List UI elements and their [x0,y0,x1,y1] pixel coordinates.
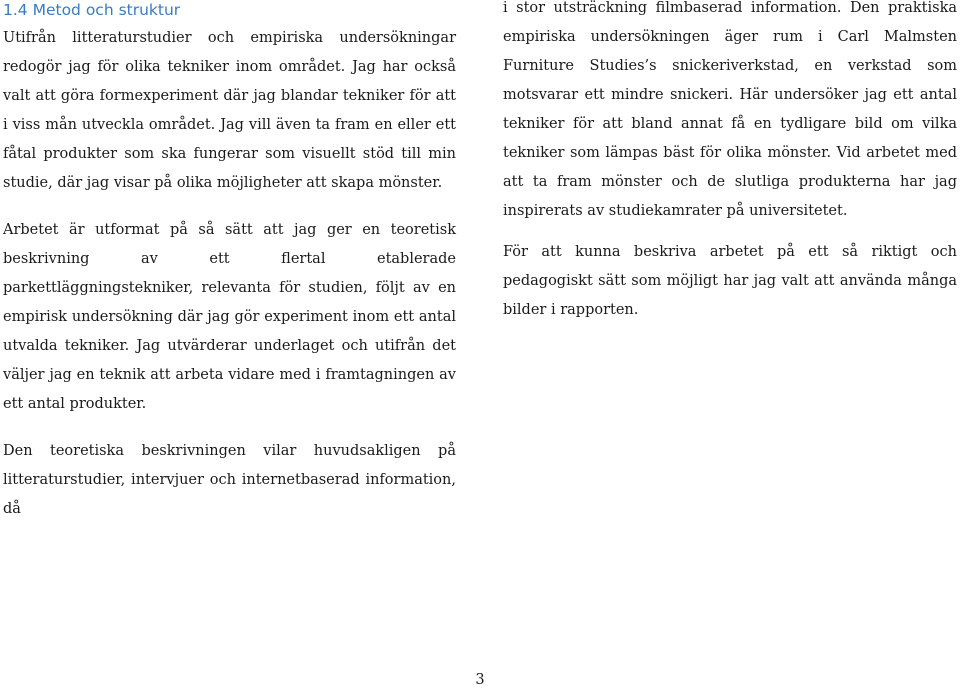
page-number: 3 [475,672,485,688]
paragraph-empirical-study: i stor utsträckning filmbaserad information. Den praktiska empiriska undersökningen äger rum i Carl Malmsten Furniture Studies’s snickeriverkstad, en verkstad som motsvarar ett mindre snickeri. Här undersöker jag ett antal tekniker för att bland annat få en tydligare bild om vilka tekniker som lämpas bäst för olika mönster. Vid arbetet med att ta fram mönster och de slutliga produkterna har jag inspirerats av studiekamrater på universitetet. [503,0,957,219]
right-column [503,0,957,337]
left-column [3,0,456,542]
paragraph-work-structure: Arbetet är utformat på så sätt att jag ger en teoretisk beskrivning av ett flertal etablerade parkettläggningstekniker, relevanta för studien, följt av en empirisk undersökning där jag gör experiment inom ett antal utvalda tekniker. Jag utvärderar underlaget och utifrån det väljer jag en teknik att arbeta vidare med i framtagningen av ett antal produkter. [3,222,456,412]
paragraph-theoretical-description: Den teoretiska beskrivningen vilar huvudsakligen på litteraturstudier, intervjuer och internetbaserad information, då [3,443,456,517]
paragraph-method-intro: Utifrån litteraturstudier och empiriska undersökningar redogör jag för olika tekniker inom området. Jag har också valt att göra formexperiment där jag blandar tekniker för att i viss mån utveckla området. Jag vill även ta fram en eller ett fåtal produkter som ska fungerar som visuellt stöd till min studie, där jag visar på olika möjligheter att skapa mönster. [3,30,456,191]
section-heading: 1.4 Metod och struktur [3,1,181,19]
paragraph-images-note: För att kunna beskriva arbetet på ett så riktigt och pedagogiskt sätt som möjligt har jag valt att använda många bilder i rapporten. [503,244,957,318]
